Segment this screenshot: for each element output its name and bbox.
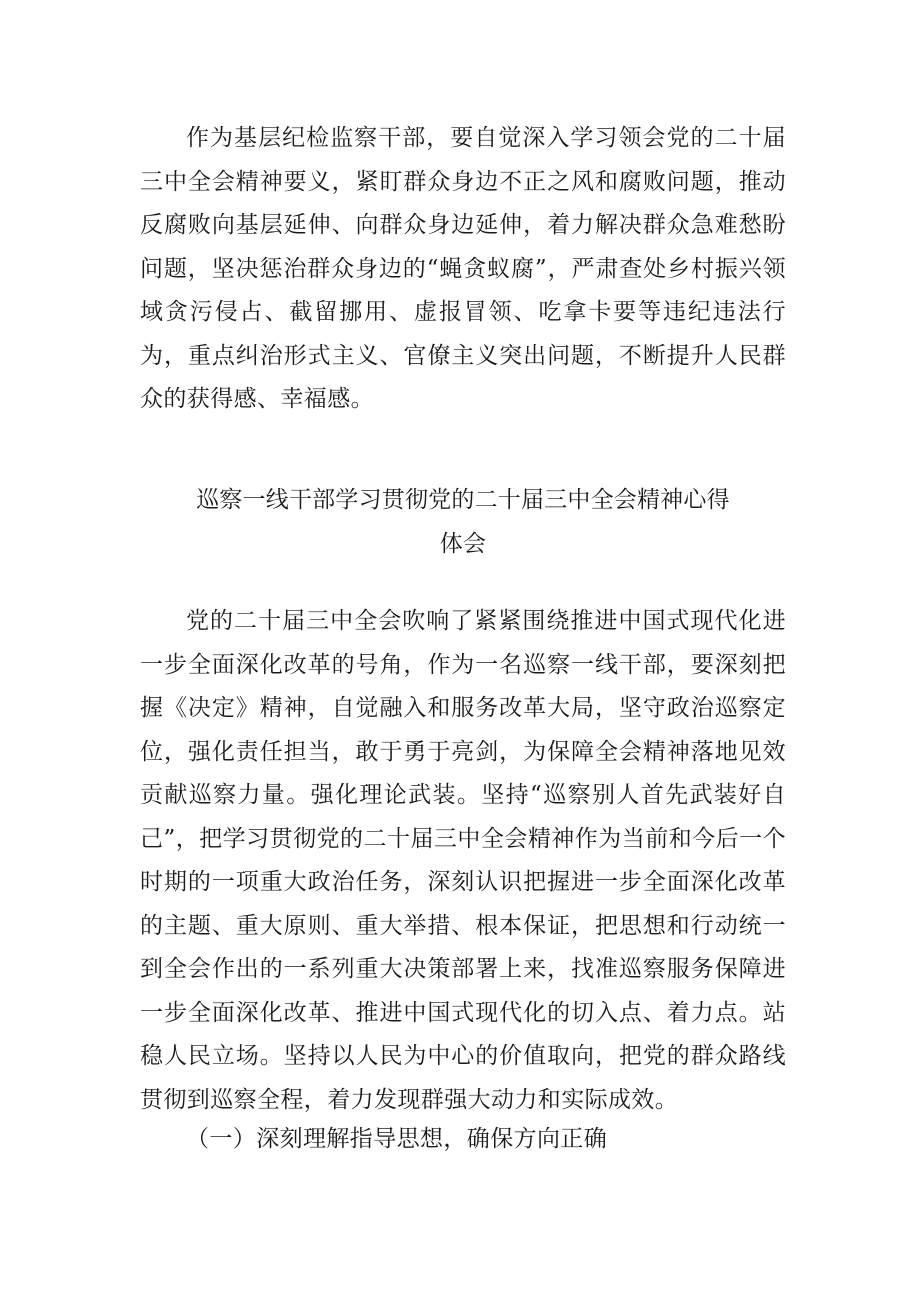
article-title — [140, 478, 786, 566]
article-title-line-1: 巡察一线干部学习贯彻党的二十届三中全会精神心得 — [196, 487, 730, 513]
article-title-line-2: 体会 — [439, 531, 487, 557]
body-paragraph-1: 作为基层纪检监察干部，要自觉深入学习领会党的二十届三中全会精神要义，紧盯群众身边不正之风和腐败问题，推动反腐败向基层延伸、向群众身边延伸，着力解决群众急难愁盼问题，坚决惩治群众身边的“蝇贪蚁腐”，严肃查处乡村振兴领域贪污侵占、截留挪用、虚报冒领、吃拿卡要等违纪违法行为，重点纠治形式主义、官僚主义突出问题，不断提升人民群众的获得感、幸福感。 — [140, 125, 786, 412]
body-paragraph-2: 党的二十届三中全会吹响了紧紧围绕推进中国式现代化进一步全面深化改革的号角，作为一名巡察一线干部，要深刻把握《决定》精神，自觉融入和服务改革大局，坚守政治巡察定位，强化责任担当，敢于勇于亮剑，为保障全会精神落地见效贡献巡察力量。强化理论武装。坚持“巡察别人首先武装好自己”，把学习贯彻党的二十届三中全会精神作为当前和今后一个时期的一项重大政治任务，深刻认识把握进一步全面深化改革的主题、重大原则、重大举措、根本保证，把思想和行动统一到全会作出的一系列重大决策部署上来，找准巡察服务保障进一步全面深化改革、推进中国式现代化的切入点、着力点。站稳人民立场。坚持以人民为中心的价值取向，把党的群众路线贯彻到巡察全程，着力发现群强大动力和实际成效。 — [140, 608, 786, 1113]
section-heading: （一）深刻理解指导思想，确保方向正确 — [186, 1126, 608, 1152]
